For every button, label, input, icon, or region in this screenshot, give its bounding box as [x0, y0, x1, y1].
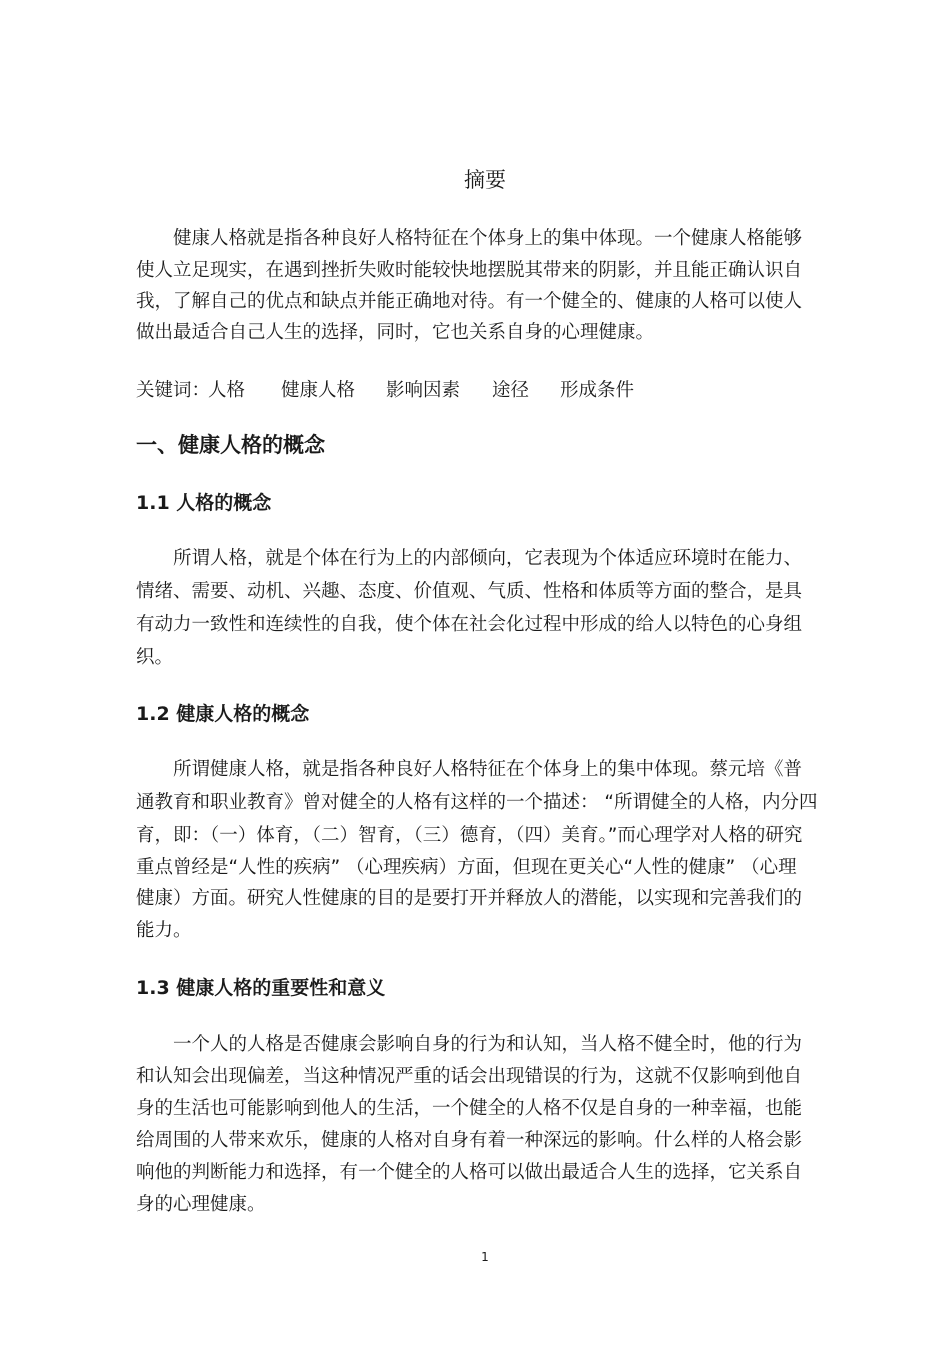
abstract-line: 我，了解自己的优点和缺点并能正确地对待。有一个健全的、健康的人格可以使人 — [136, 291, 803, 312]
subsection-heading: 1.3 健康人格的重要性和意义 — [136, 977, 386, 999]
body-line: 和认知会出现偏差，当这种情况严重的话会出现错误的行为，这就不仅影响到他自 — [136, 1066, 803, 1087]
page-number: 1 — [481, 1250, 489, 1264]
body-line: 身的生活也可能影响到他人的生活，一个健全的人格不仅是自身的一种幸福，也能 — [136, 1098, 803, 1119]
abstract-title: 摘要 — [464, 168, 506, 192]
body-line: 通教育和职业教育》曾对健全的人格有这样的一个描述： “所谓健全的人格，内分四 — [136, 792, 818, 813]
body-line: 有动力一致性和连续性的自我，使个体在社会化过程中形成的给人以特色的心身组 — [136, 614, 803, 635]
body-line: 所谓健康人格，就是指各种良好人格特征在个体身上的集中体现。蔡元培《普 — [173, 759, 803, 780]
body-line: 给周围的人带来欢乐，健康的人格对自身有着一种深远的影响。什么样的人格会影 — [136, 1130, 803, 1151]
keyword: 人格 — [208, 380, 246, 401]
keywords-label: 关键词： — [136, 380, 211, 401]
body-line: 健康）方面。研究人性健康的目的是要打开并释放人的潜能，以实现和完善我们的 — [136, 888, 803, 909]
body-line: 重点曾经是“人性的疾病” （心理疾病）方面，但现在更关心“人性的健康” （心理 — [136, 857, 797, 878]
body-line: 响他的判断能力和选择，有一个健全的人格可以做出最适合人生的选择，它关系自 — [136, 1162, 803, 1183]
body-line: 情绪、需要、动机、兴趣、态度、价值观、气质、性格和体质等方面的整合，是具 — [136, 581, 803, 602]
abstract-line: 健康人格就是指各种良好人格特征在个体身上的集中体现。一个健康人格能够 — [173, 228, 803, 249]
subsection-heading: 1.2 健康人格的概念 — [136, 703, 310, 725]
keyword: 健康人格 — [281, 380, 356, 401]
keyword: 形成条件 — [560, 380, 635, 401]
subsection-heading: 1.1 人格的概念 — [136, 492, 272, 514]
body-line: 织。 — [136, 647, 174, 668]
keyword: 途径 — [492, 380, 530, 401]
body-line: 所谓人格，就是个体在行为上的内部倾向，它表现为个体适应环境时在能力、 — [173, 548, 803, 569]
body-line: 一个人的人格是否健康会影响自身的行为和认知，当人格不健全时，他的行为 — [173, 1034, 803, 1055]
body-line: 能力。 — [136, 920, 192, 941]
section-heading: 一、健康人格的概念 — [136, 433, 325, 457]
keyword: 影响因素 — [386, 380, 461, 401]
abstract-line: 使人立足现实，在遇到挫折失败时能较快地摆脱其带来的阴影，并且能正确认识自 — [136, 260, 803, 281]
body-line: 身的心理健康。 — [136, 1194, 266, 1215]
abstract-line: 做出最适合自己人生的选择，同时，它也关系自身的心理健康。 — [136, 322, 655, 343]
body-line: 育，即：（一）体育，（二）智育，（三）德育，（四）美育。”而心理学对人格的研究 — [136, 825, 803, 846]
